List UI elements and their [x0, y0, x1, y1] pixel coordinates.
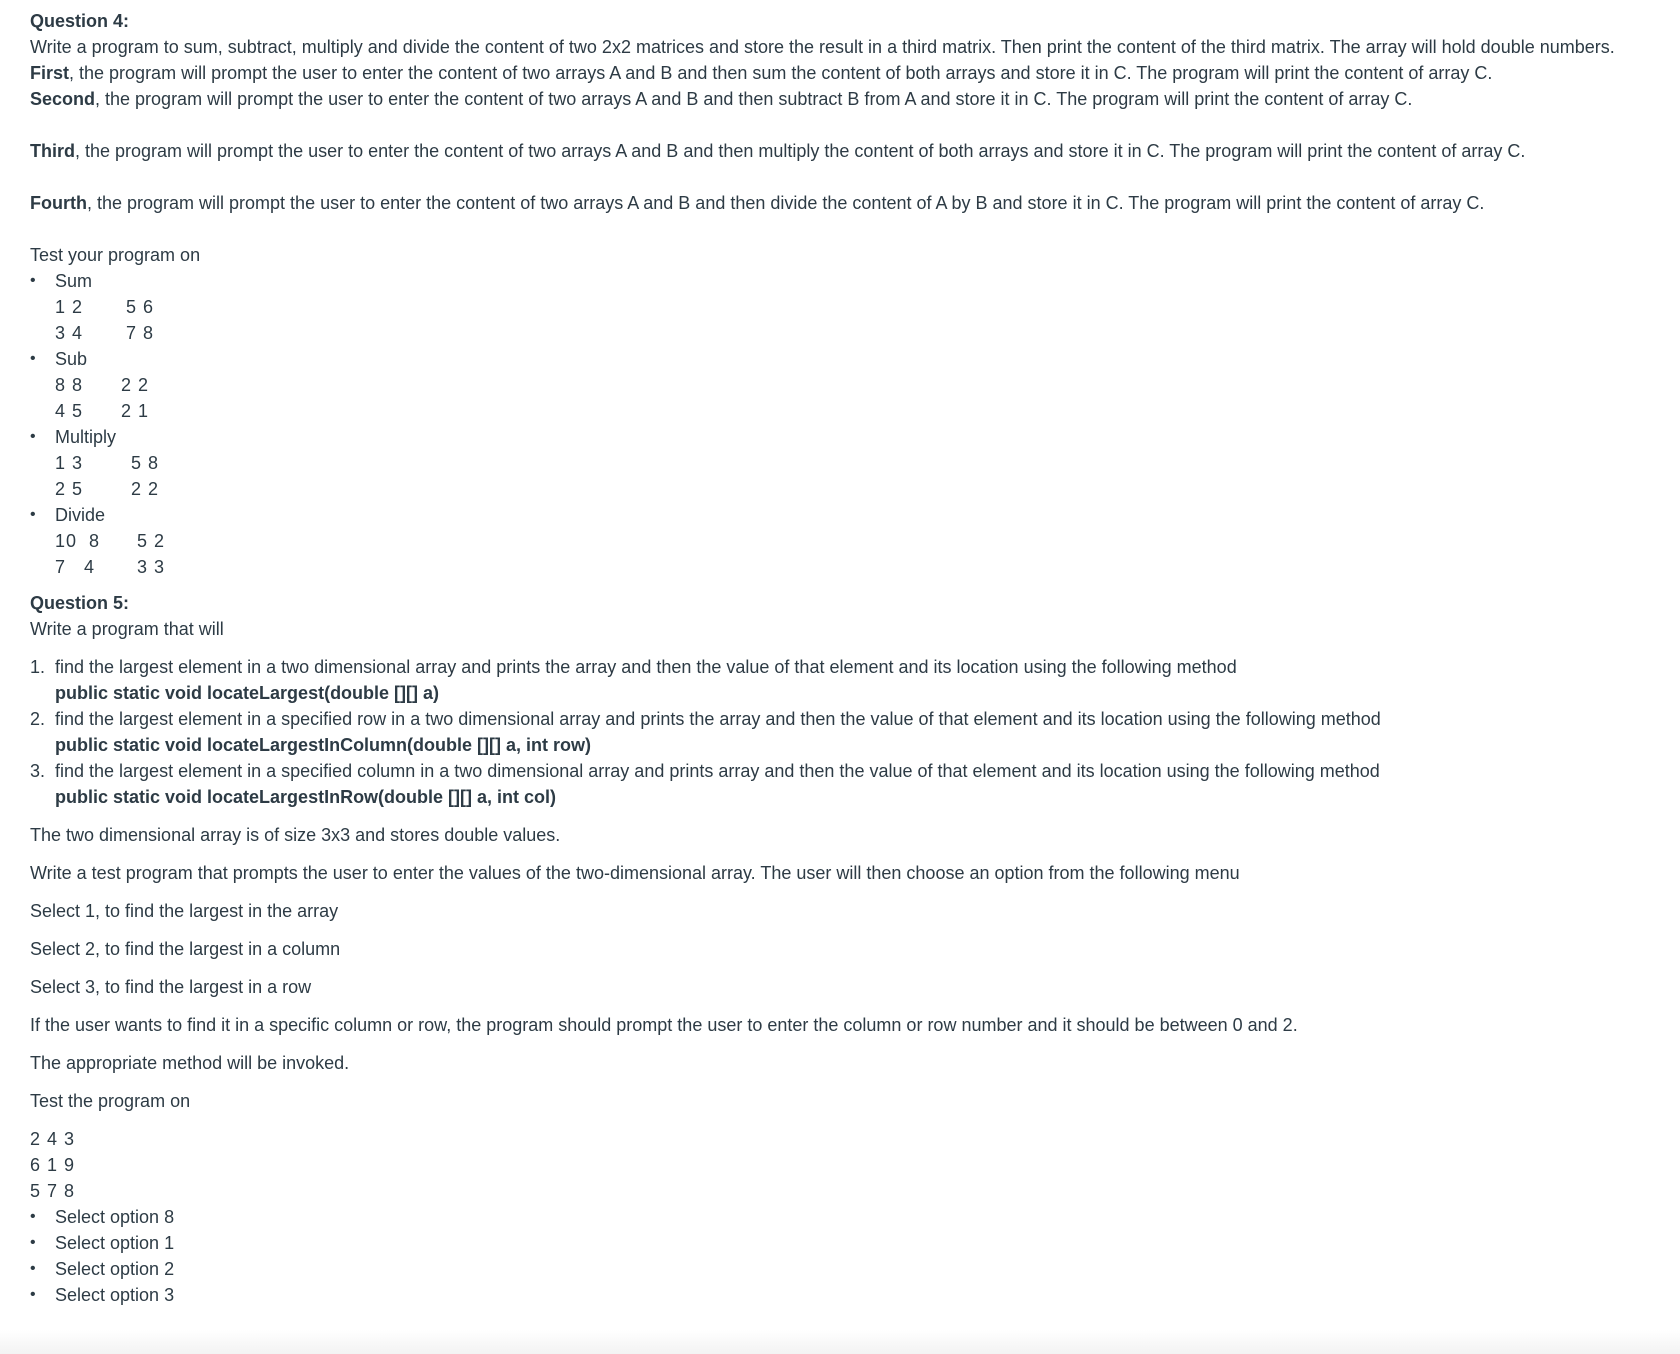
task-text: find the largest element in a specified row in a two dimensional array and prints the array and then the value of that element and its location using the following method	[55, 709, 1381, 729]
q5-intro: Write a program that will	[30, 619, 224, 639]
q4-test-list-3	[30, 424, 1660, 450]
test-label: Divide	[55, 505, 106, 525]
task-number: 2.	[30, 709, 46, 729]
task-number: 3.	[30, 761, 46, 781]
test-item-sum	[30, 268, 1660, 294]
task-item	[30, 706, 1660, 758]
q5-task-list	[30, 654, 1660, 810]
option-item: • Select option 1	[30, 1230, 1660, 1256]
q5-invoke-note: The appropriate method will be invoked.	[30, 1053, 350, 1073]
q4-first-label: First	[30, 63, 70, 83]
q4-test-list-2	[30, 346, 1660, 372]
q4-third-text: , the program will prompt the user to enter the content of two arrays A and B and then multiply the content of both arrays and store it in C. The program will print the content of array C.	[75, 141, 1526, 161]
matrix-cell: 2 2	[121, 375, 150, 395]
task-method: public static void locateLargestInColumn(double [][] a, int row)	[55, 735, 592, 755]
q4-second	[30, 86, 1660, 112]
option-item: • Select option 3	[30, 1282, 1660, 1308]
q4-first	[30, 60, 1660, 86]
matrix-sub	[30, 372, 1660, 424]
q4-third-label: Third	[30, 141, 75, 161]
array-row: 2 4 3	[30, 1129, 76, 1149]
q5-option-list	[30, 1204, 1660, 1308]
task-method: public static void locateLargest(double [][] a)	[55, 683, 440, 703]
test-item-multiply	[30, 424, 1660, 450]
test-item-divide	[30, 502, 1660, 528]
matrix-cell: 4 5	[55, 401, 84, 421]
test-label: Sub	[55, 349, 88, 369]
q5-title: Question 5:	[30, 593, 130, 613]
test-array	[30, 1126, 1660, 1204]
array-row: 6 1 9	[30, 1155, 76, 1175]
matrix-cell: 3 4	[55, 323, 84, 343]
matrix-cell: 10 8	[55, 531, 101, 551]
option-item: • Select option 2	[30, 1256, 1660, 1282]
q4-test-list-4	[30, 502, 1660, 528]
matrix-sum	[30, 294, 1660, 346]
q5-test-program: Write a test program that prompts the user to enter the values of the two-dimensional array. The user will then choose an option from the following menu	[30, 863, 1240, 883]
test-item-sub	[30, 346, 1660, 372]
q4-fourth-text: , the program will prompt the user to enter the content of two arrays A and B and then divide the content of A by B and store it in C. The program will print the content of array C.	[86, 193, 1485, 213]
option-item: • Select option 8	[30, 1204, 1660, 1230]
matrix-cell: 7 4	[55, 557, 96, 577]
q4-test-intro: Test your program on	[30, 245, 201, 265]
q5-size-note: The two dimensional array is of size 3x3 and stores double values.	[30, 825, 561, 845]
assignment-page	[30, 8, 1660, 1308]
matrix-cell: 2 2	[131, 479, 160, 499]
matrix-cell: 2 1	[121, 401, 150, 421]
matrix-divide	[30, 528, 1660, 580]
bottom-fade	[0, 1330, 1680, 1354]
task-text: find the largest element in a specified column in a two dimensional array and prints array and then the value of that element and its location using the following method	[55, 761, 1380, 781]
menu-option-3: Select 3, to find the largest in a row	[30, 977, 312, 997]
q4-second-label: Second	[30, 89, 96, 109]
q4-first-text: , the program will prompt the user to enter the content of two arrays A and B and then sum the content of both arrays and store it in C. The program will print the content of array C.	[69, 63, 1493, 83]
q4-intro: Write a program to sum, subtract, multiply and divide the content of two 2x2 matrices and store the result in a third matrix. Then print the content of the third matrix. The array will hold double numbers.	[30, 37, 1615, 57]
menu-option-1: Select 1, to find the largest in the array	[30, 901, 339, 921]
q4-test-list	[30, 268, 1660, 294]
matrix-cell: 5 2	[137, 531, 166, 551]
task-item	[30, 654, 1660, 706]
q4-title: Question 4:	[30, 11, 130, 31]
matrix-cell: 3 3	[137, 557, 166, 577]
q4-third	[30, 138, 1660, 164]
matrix-multiply	[30, 450, 1660, 502]
test-label: Sum	[55, 271, 93, 291]
q4-second-text: , the program will prompt the user to enter the content of two arrays A and B and then subtract B from A and store it in C. The program will print the content of array C.	[95, 89, 1413, 109]
q5-test-intro: Test the program on	[30, 1091, 191, 1111]
q5-specific-note: If the user wants to find it in a specific column or row, the program should prompt the user to enter the column or row number and it should be between 0 and 2.	[30, 1015, 1298, 1035]
q4-fourth-label: Fourth	[30, 193, 87, 213]
task-method: public static void locateLargestInRow(double [][] a, int col)	[55, 787, 557, 807]
matrix-cell: 1 3	[55, 453, 84, 473]
matrix-cell: 7 8	[126, 323, 155, 343]
test-label: Multiply	[55, 427, 117, 447]
array-row: 5 7 8	[30, 1181, 76, 1201]
menu-option-2: Select 2, to find the largest in a column	[30, 939, 341, 959]
task-item	[30, 758, 1660, 810]
matrix-cell: 5 8	[131, 453, 160, 473]
task-number: 1.	[30, 657, 46, 677]
q4-fourth	[30, 190, 1660, 216]
matrix-cell: 2 5	[55, 479, 84, 499]
matrix-cell: 1 2	[55, 297, 84, 317]
task-text: find the largest element in a two dimensional array and prints the array and then the value of that element and its location using the following method	[55, 657, 1237, 677]
matrix-cell: 5 6	[126, 297, 155, 317]
matrix-cell: 8 8	[55, 375, 84, 395]
